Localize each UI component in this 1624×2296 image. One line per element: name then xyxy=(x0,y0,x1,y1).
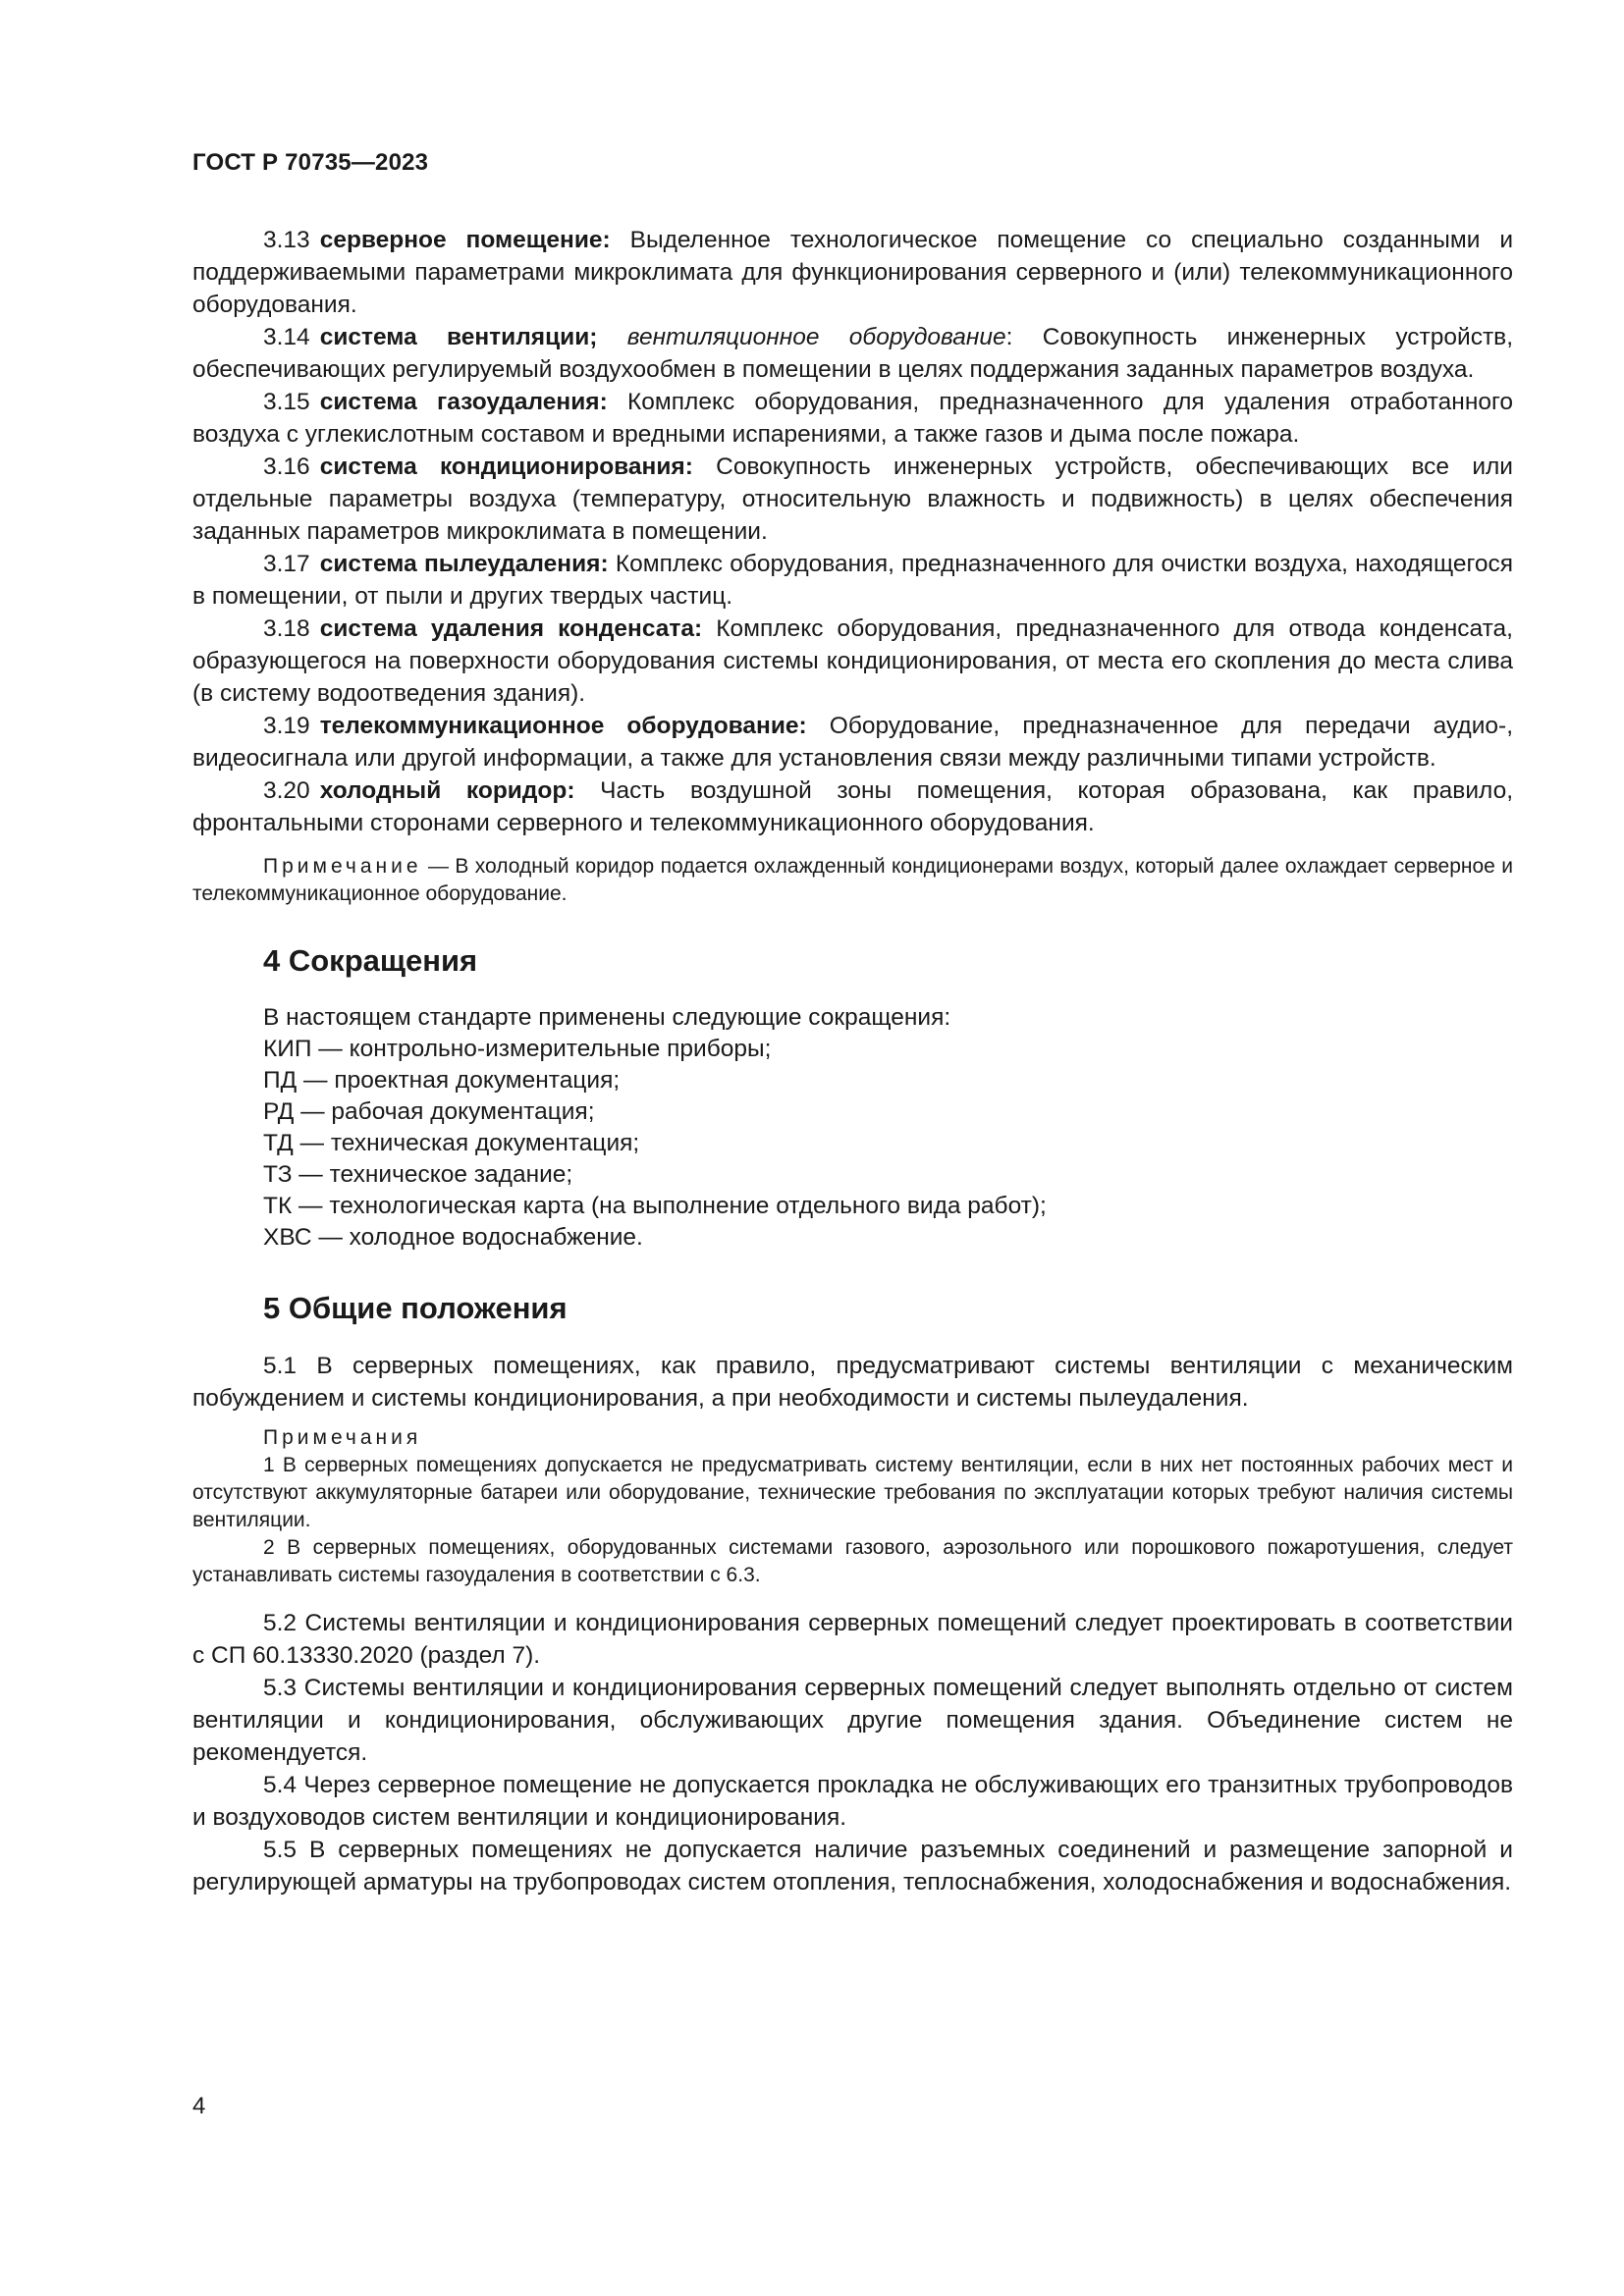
note-item-2: 2 В серверных помещениях, оборудованных системами газового, аэрозольного или порошкового пожаротушения, следует устанавливать системы газоудаления в соответствии с 6.3. xyxy=(192,1536,1513,1586)
paragraph-5-5: 5.5 В серверных помещениях не допускается наличие разъемных соединений и размещение запорной и регулирующей арматуры на трубопроводах систем отопления, теплоснабжения, холодоснабжения и водоснабжения. xyxy=(192,1837,1513,1896)
paragraph-5-3: 5.3 Системы вентиляции и кондиционирования серверных помещений следует выполнять отдельно от систем вентиляции и кондиционирования, обслуживающих другие помещения здания. Объединение систем не рекомендуется. xyxy=(192,1675,1513,1766)
term-name: система кондиционирования: xyxy=(319,454,693,480)
abbr-item: ТК — технологическая карта (на выполнение отдельного вида работ); xyxy=(263,1193,1047,1219)
paragraph-5-4: 5.4 Через серверное помещение не допускается прокладка не обслуживающих его транзитных трубопроводов и воздуховодов систем вентиляции и кондиционирования. xyxy=(192,1772,1513,1831)
term-note xyxy=(192,853,1513,908)
notes-block xyxy=(192,1424,1513,1589)
note-text: — В холодный коридор подается охлажденный кондиционерами воздух, который далее охлаждает серверное и телекоммуникационное оборудование. xyxy=(192,855,1513,905)
abbr-item: ХВС — холодное водоснабжение. xyxy=(263,1224,643,1251)
term-3-15: 3.15 система газоудаления: Комплекс оборудования, предназначенного для удаления отработанного воздуха с углекислотным составом и вредными испарениями, а также газов и дыма после пожара. xyxy=(192,389,1513,448)
abbr-intro: В настоящем стандарте применены следующие сокращения: xyxy=(263,1004,951,1031)
abbr-item: ПД — проектная документация; xyxy=(263,1067,621,1094)
section-5-title: 5 Общие положения xyxy=(263,1291,568,1325)
term-alt-name: вентиляционное оборудование xyxy=(626,324,1006,350)
term-name: система вентиляции; xyxy=(319,324,598,350)
paragraph-5-2: 5.2 Системы вентиляции и кондиционирования серверных помещений следует проектировать в соответствии с СП 60.13330.2020 (раздел 7). xyxy=(192,1610,1513,1669)
term-3-17: 3.17 система пылеудаления: Комплекс оборудования, предназначенного для очистки воздуха, находящегося в помещении, от пыли и других твердых частиц. xyxy=(192,551,1513,610)
term-definition: Комплекс оборудования, предназначенного для отвода конденсата, образующегося на поверхности оборудования системы кондиционирования, от места его скопления до места слива (в систему водоотведения здания). xyxy=(192,615,1513,707)
term-definition: Комплекс оборудования, предназначенного для очистки воздуха, находящегося в помещении, от пыли и других твердых частиц. xyxy=(192,551,1513,610)
note-item-1: 1 В серверных помещениях допускается не предусматривать систему вентиляции, если в них нет постоянных рабочих мест и отсутствуют аккумуляторные батареи или оборудование, технические требования по эксплуатации которых требуют наличия системы вентиляции. xyxy=(192,1454,1513,1531)
term-name: холодный коридор: xyxy=(319,777,575,804)
abbr-item: РД — рабочая документация; xyxy=(263,1098,595,1125)
term-definition: : Совокупность инженерных устройств, обеспечивающих регулируемый воздухообмен в помещении в целях поддержания заданных параметров воздуха. xyxy=(192,324,1513,383)
term-3-19: 3.19 телекоммуникационное оборудование: Оборудование, предназначенное для передачи аудио-, видеосигнала или другой информации, а также для установления связи между различными типами устройств. xyxy=(192,713,1514,772)
abbr-item: ТД — техническая документация; xyxy=(263,1130,640,1156)
term-definition: Выделенное технологическое помещение со специально созданными и поддерживаемыми параметрами микроклимата для функционирования серверного и (или) телекоммуникационного оборудования. xyxy=(192,227,1514,318)
page-content xyxy=(192,224,1513,1898)
term-name: система удаления конденсата: xyxy=(319,615,703,642)
document-id: ГОСТ Р 70735—2023 xyxy=(192,149,429,176)
term-3-20: 3.20 холодный коридор: Часть воздушной зоны помещения, которая образована, как правило, фронтальными сторонами серверного и телекоммуникационного оборудования. xyxy=(192,777,1514,836)
term-3-18: 3.18 система удаления конденсата: Комплекс оборудования, предназначенного для отвода конденсата, образующегося на поверхности оборудования системы кондиционирования, от места его скопления до места слива (в систему водоотведения здания). xyxy=(192,615,1513,707)
term-name: система газоудаления: xyxy=(319,389,608,415)
notes-title: Примечания xyxy=(263,1426,422,1449)
abbr-item: ТЗ — техническое задание; xyxy=(263,1161,573,1188)
paragraph-5-1: 5.1 В серверных помещениях, как правило, предусматривают системы вентиляции с механическим побуждением и системы кондиционирования, а при необходимости и системы пылеудаления. xyxy=(192,1353,1513,1412)
term-name: серверное помещение: xyxy=(319,227,611,253)
term-name: телекоммуникационное оборудование: xyxy=(319,713,807,739)
note-label: Примечание xyxy=(263,855,422,878)
term-3-14: 3.14 система вентиляции; вентиляционное оборудование: Совокупность инженерных устройств, обеспечивающих регулируемый воздухообмен в помещении в целях поддержания заданных параметров воздуха. xyxy=(192,324,1513,383)
term-3-16: 3.16 система кондиционирования: Совокупность инженерных устройств, обеспечивающих все или отдельные параметры воздуха (температуру, относительную влажность и подвижность) в целях обеспечения заданных параметров микроклимата в помещении. xyxy=(192,454,1513,545)
term-definition: Совокупность инженерных устройств, обеспечивающих все или отдельные параметры воздуха (температуру, относительную влажность и подвижность) в целях обеспечения заданных параметров микроклимата в помещении. xyxy=(192,454,1513,545)
term-3-13: 3.13 серверное помещение: Выделенное технологическое помещение со специально созданными и поддерживаемыми параметрами микроклимата для функционирования серверного и (или) телекоммуникационного оборудования. xyxy=(192,227,1514,318)
section-4-title: 4 Сокращения xyxy=(263,943,478,978)
term-name: система пылеудаления: xyxy=(319,551,609,577)
term-definition: Комплекс оборудования, предназначенного для удаления отработанного воздуха с углекислотным составом и вредными испарениями, а также газов и дыма после пожара. xyxy=(192,389,1513,448)
abbr-item: КИП — контрольно-измерительные приборы; xyxy=(263,1036,772,1062)
term-definition: Часть воздушной зоны помещения, которая образована, как правило, фронтальными сторонами серверного и телекоммуникационного оборудования. xyxy=(192,777,1514,836)
term-definition: Оборудование, предназначенное для передачи аудио-, видеосигнала или другой информации, а также для установления связи между различными типами устройств. xyxy=(192,713,1514,772)
page-number: 4 xyxy=(192,2093,206,2119)
